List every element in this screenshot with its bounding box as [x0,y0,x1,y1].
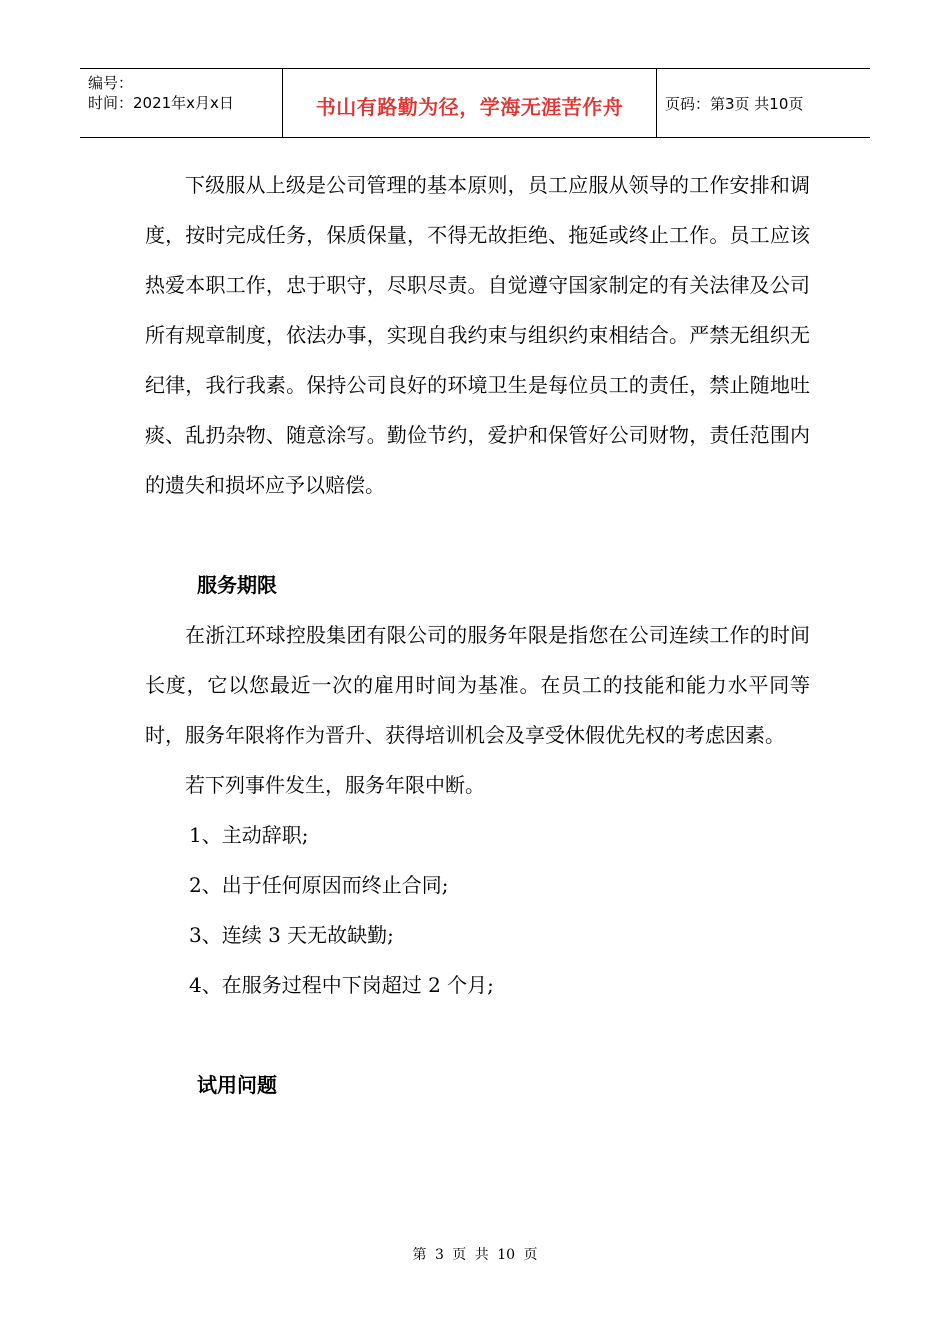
section-title-service-period: 服务期限 [197,573,277,597]
list-item: 1、主动辞职; [189,823,309,847]
list-item: 2、出于任何原因而终止合同; [189,873,449,897]
header-date: 时间：2021年x月x日 [88,94,234,112]
header-motto-cell [283,69,657,137]
list-item: 3、连续 3 天无故缺勤; [189,923,394,947]
page-header [80,68,870,138]
spacer [145,1010,810,1060]
document-body [145,160,810,1110]
section-title-probation: 试用问题 [197,1073,277,1097]
header-page-cell [657,69,870,137]
header-number-label: 编号： [88,74,134,92]
spacer [145,510,810,560]
header-meta [80,69,283,137]
list-item: 4、在服务过程中下岗超过 2 个月; [189,973,494,997]
header-motto: 书山有路勤为径，学海无涯苦作舟 [315,94,624,119]
paragraph-conduct: 下级服从上级是公司管理的基本原则，员工应服从领导的工作安排和调度，按时完成任务，保质保量，不得无故拒绝、拖延或终止工作。员工应该热爱本职工作，忠于职守，尽职尽责。自觉遵守国家制定的有关法律及公司所有规章制度，依法办事，实现自我约束与组织约束相结合。严禁无组织无纪律，我行我素。保持公司良好的环境卫生是每位员工的责任，禁止随地吐痰、乱扔杂物、随意涂写。勤俭节约，爱护和保管好公司财物，责任范围内的遗失和损坏应予以赔偿。 [145,173,810,497]
header-page-indicator: 页码：第3页 共10页 [665,94,804,113]
paragraph-interruption: 若下列事件发生，服务年限中断。 [185,773,485,797]
page-footer: 第 3 页 共 10 页 [412,1247,538,1263]
paragraph-service-period: 在浙江环球控股集团有限公司的服务年限是指您在公司连续工作的时间长度，它以您最近一次的雇用时间为基准。在员工的技能和能力水平同等时，服务年限将作为晋升、获得培训机会及享受休假优先权的考虑因素。 [145,623,810,747]
